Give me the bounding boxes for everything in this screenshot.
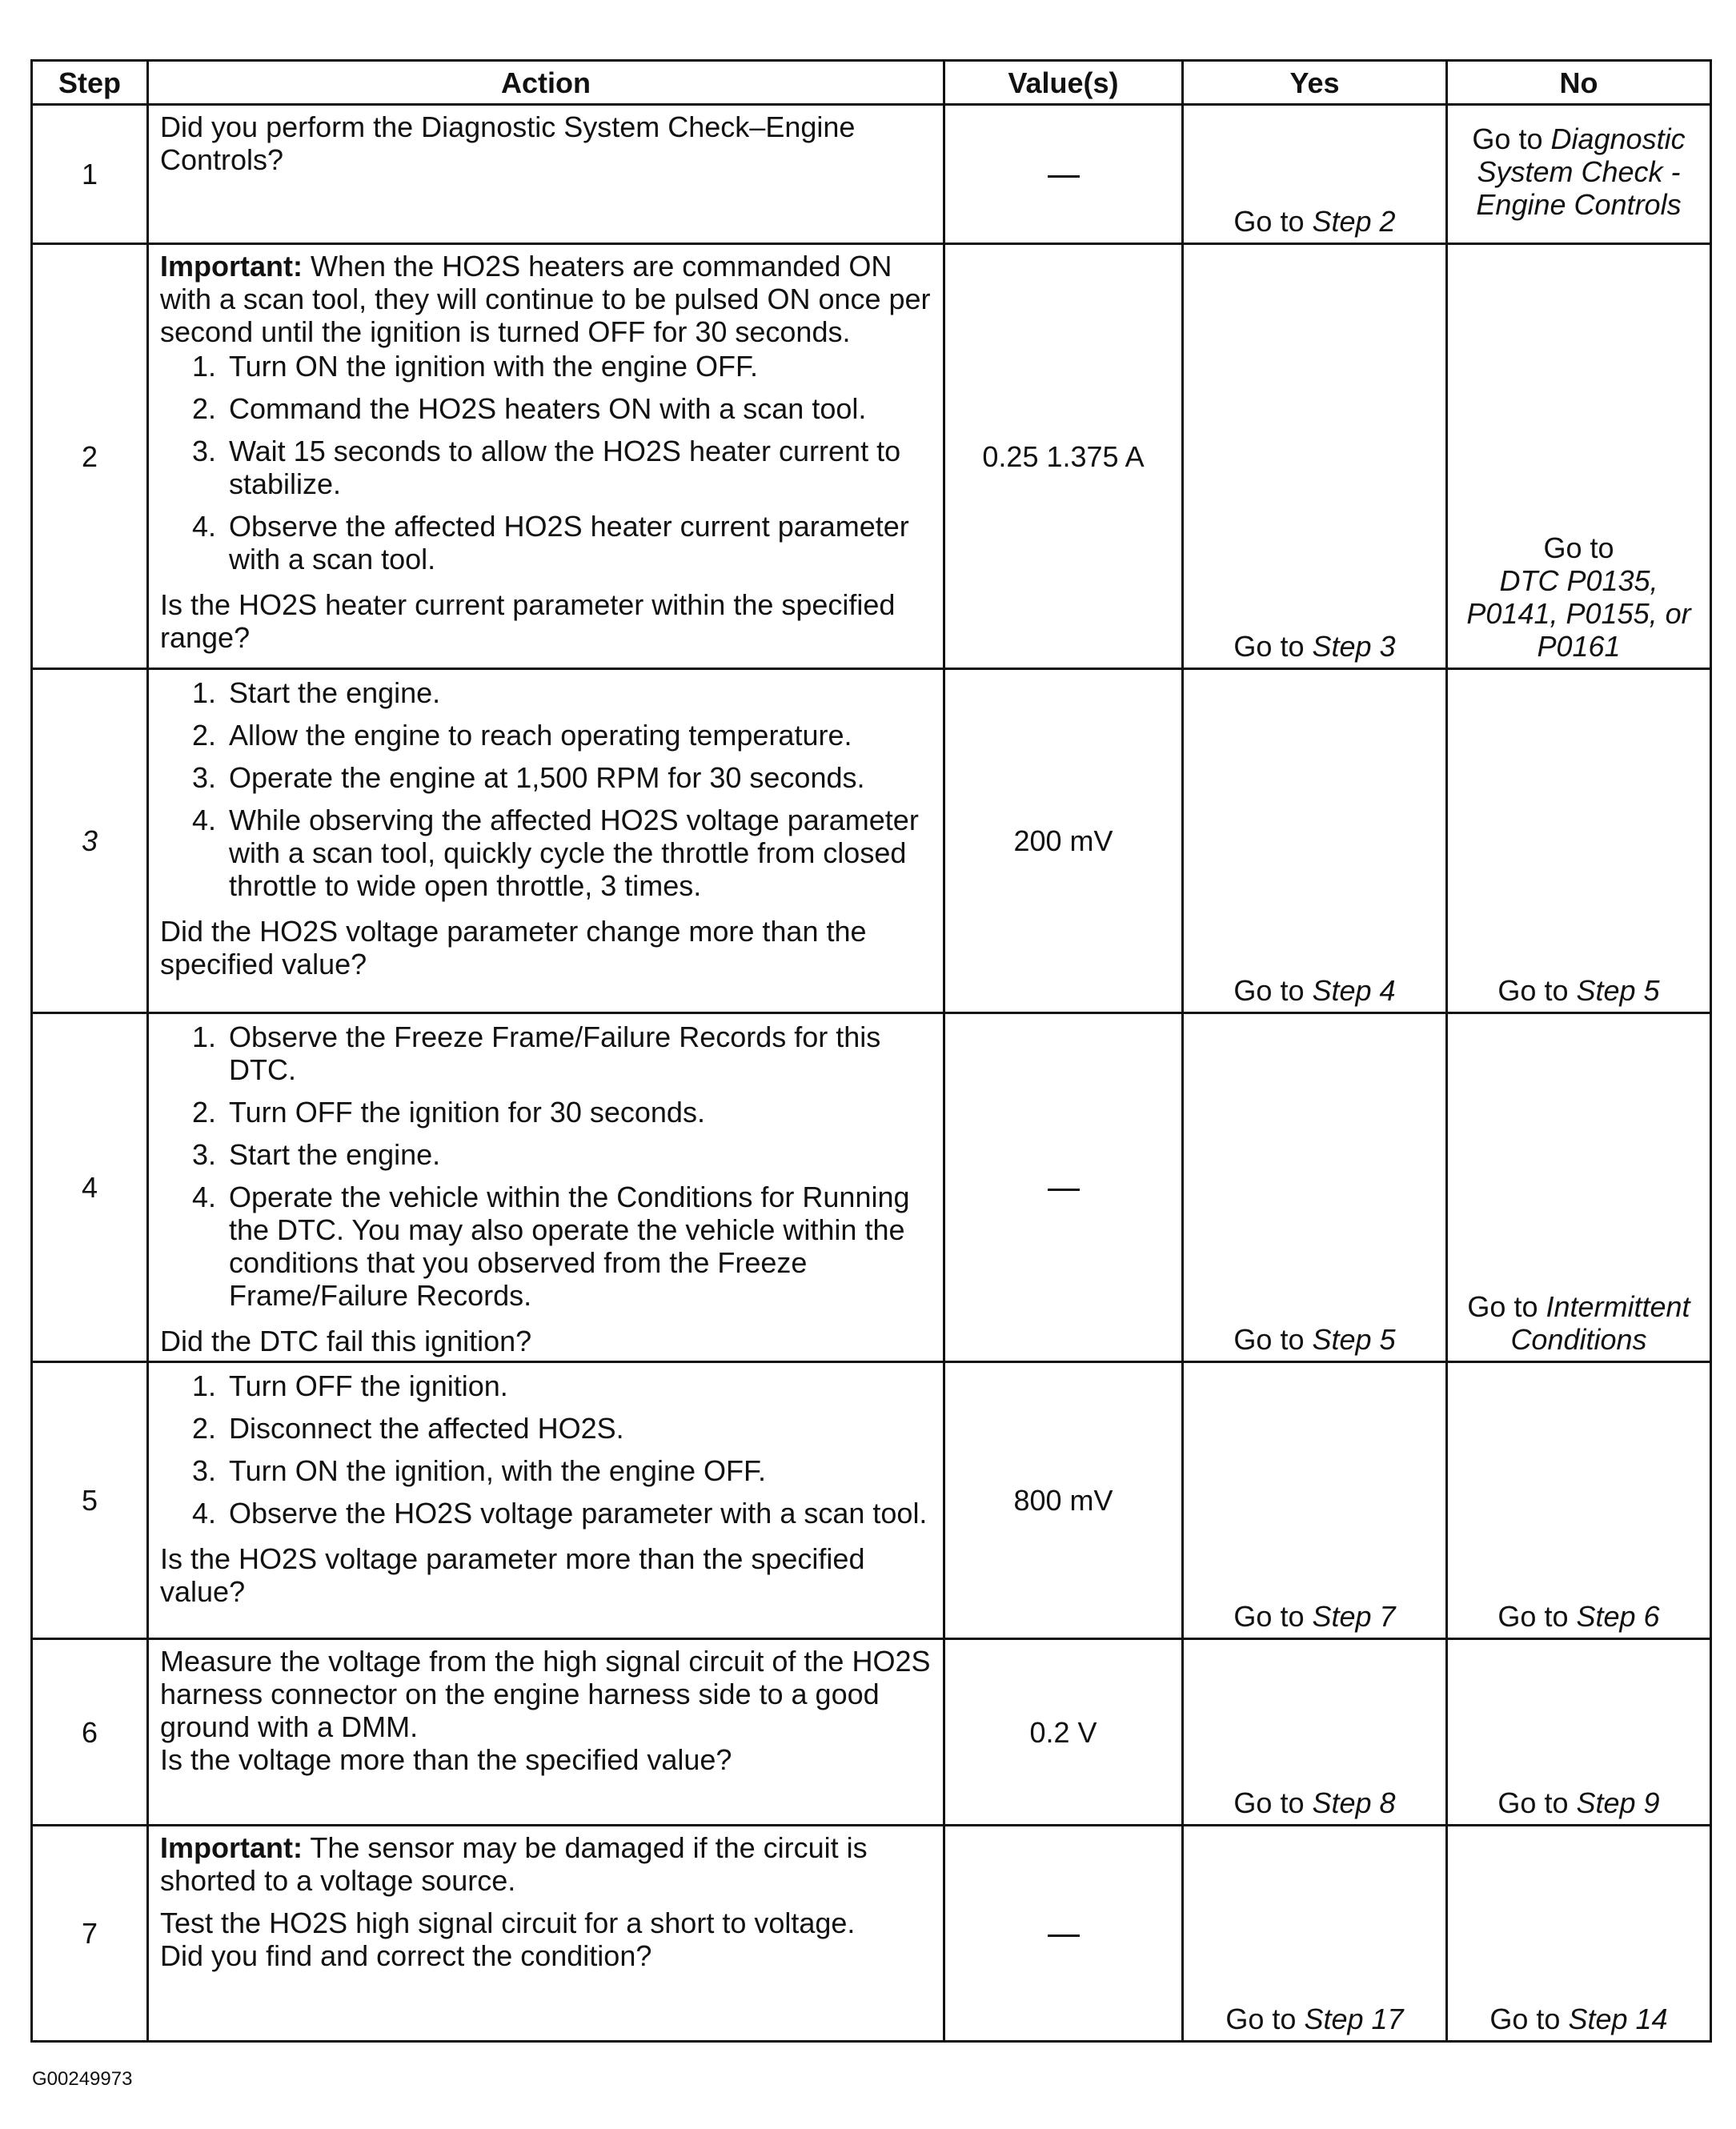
no-prefix: Go to [1489,2003,1569,2035]
list-item: 4. While observing the affected HO2S voltage parameter with a scan tool, quickly cycle the throttle from closed throttle to wide open throttle, 3 times. [224,804,932,902]
list-item: 1. Turn ON the ignition with the engine OFF. [224,350,932,383]
yes-cell [1183,1826,1447,2042]
no-cell [1447,1639,1711,1826]
header-values: Value(s) [944,61,1183,105]
yes-target: Step 5 [1312,1323,1396,1356]
action-intro: Measure the voltage from the high signal circuit of the HO2S harness connector on the engine harness side to a good ground with a DMM. [160,1645,931,1743]
header-yes: Yes [1183,61,1447,105]
yes-target: Step 4 [1312,974,1396,1007]
value-cell: 0.2 V [944,1639,1183,1826]
yes-cell [1183,1362,1447,1639]
no-cell [1447,244,1711,669]
action-cell [148,1013,944,1362]
yes-cell [1183,1639,1447,1826]
action-question: Did the DTC fail this ignition? [160,1325,532,1357]
step-number: 2 [32,244,148,669]
action-cell [148,244,944,669]
no-cell [1447,669,1711,1013]
table-row [32,105,1711,244]
no-cell [1447,1013,1711,1362]
yes-prefix: Go to [1233,974,1313,1007]
no-prefix: Go to [1472,122,1551,155]
table-row [32,1013,1711,1362]
no-cell [1447,105,1711,244]
table-row [32,244,1711,669]
value-cell [944,105,1183,244]
procedure-list [160,1369,932,1539]
table-row [32,1826,1711,2042]
dash-mark [1048,1935,1080,1937]
header-row [32,61,1711,105]
action-question: Did you find and correct the condition? [160,1939,652,1972]
procedure-list [160,1020,932,1321]
no-prefix: Go to [1543,531,1614,564]
value-cell [944,1013,1183,1362]
no-target: Step 9 [1576,1786,1660,1819]
header-step: Step [32,61,148,105]
value-cell: 0.25 1.375 A [944,244,1183,669]
procedure-list [160,676,932,912]
no-cell [1447,1362,1711,1639]
yes-prefix: Go to [1233,1323,1313,1356]
list-item: 3. Turn ON the ignition, with the engine OFF. [224,1454,932,1487]
value-cell: 200 mV [944,669,1183,1013]
procedure-list [160,350,932,585]
step-number: 6 [32,1639,148,1826]
yes-cell [1183,244,1447,669]
yes-prefix: Go to [1233,1786,1313,1819]
list-item: 4. Observe the affected HO2S heater current parameter with a scan tool. [224,510,932,575]
important-note [160,250,932,348]
no-target: Step 14 [1568,2003,1668,2035]
dash-mark [1048,1189,1080,1191]
no-target: DTC P0135, P0141, P0155, or P0161 [1466,564,1691,663]
step-number: 1 [32,105,148,244]
yes-prefix: Go to [1233,205,1313,238]
yes-target: Step 3 [1312,630,1396,663]
step-number: 5 [32,1362,148,1639]
value-cell: 800 mV [944,1362,1183,1639]
action-question: Is the HO2S voltage parameter more than the specified value? [160,1542,865,1608]
list-item: 1. Turn OFF the ignition. [224,1369,932,1402]
yes-prefix: Go to [1233,1600,1313,1633]
list-item: 4. Operate the vehicle within the Conditions for Running the DTC. You may also operate the vehicle within the conditions that you observed from the Freeze Frame/Failure Records. [224,1181,932,1312]
yes-prefix: Go to [1233,630,1313,663]
list-item: 2. Allow the engine to reach operating temperature. [224,719,932,752]
list-item: 2. Turn OFF the ignition for 30 seconds. [224,1096,932,1129]
list-item: 3. Operate the engine at 1,500 RPM for 30 seconds. [224,761,932,794]
action-question: Is the HO2S heater current parameter within the specified range? [160,588,896,654]
action-text: Test the HO2S high signal circuit for a short to voltage. [160,1906,856,1939]
yes-target: Step 2 [1312,205,1396,238]
yes-target: Step 17 [1304,2003,1404,2035]
step-number: 3 [32,669,148,1013]
yes-cell [1183,1013,1447,1362]
figure-id: G00249973 [32,2068,133,2090]
no-prefix: Go to [1497,974,1577,1007]
step-number: 4 [32,1013,148,1362]
no-cell [1447,1826,1711,2042]
dash-mark [1048,175,1080,178]
action-question: Did the HO2S voltage parameter change more than the specified value? [160,915,867,980]
list-item: 3. Wait 15 seconds to allow the HO2S heater current to stabilize. [224,435,932,500]
yes-cell [1183,669,1447,1013]
no-prefix: Go to [1467,1290,1546,1323]
header-no: No [1447,61,1711,105]
yes-prefix: Go to [1225,2003,1305,2035]
value-cell [944,1826,1183,2042]
list-item: 2. Disconnect the affected HO2S. [224,1412,932,1445]
no-prefix: Go to [1497,1600,1577,1633]
action-cell [148,105,944,244]
action-cell [148,669,944,1013]
list-item: 1. Observe the Freeze Frame/Failure Records for this DTC. [224,1020,932,1086]
list-item: 4. Observe the HO2S voltage parameter with a scan tool. [224,1497,932,1530]
diagnostic-table [30,59,1712,2043]
header-action: Action [148,61,944,105]
no-target: Step 5 [1576,974,1660,1007]
yes-target: Step 7 [1312,1600,1396,1633]
important-note [160,1831,932,1897]
action-intro: Did you perform the Diagnostic System Check–Engine Controls? [160,110,856,176]
yes-cell [1183,105,1447,244]
table-row [32,1362,1711,1639]
important-text: When the HO2S heaters are commanded ON with a scan tool, they will continue to be pulsed ON once per second until the ignition is turned OFF for 30 seconds. [160,250,931,348]
table-row [32,1639,1711,1826]
important-text: The sensor may be damaged if the circuit is shorted to a voltage source. [160,1831,868,1897]
step-number: 7 [32,1826,148,2042]
important-label: Important: [160,1831,303,1864]
no-target: Diagnostic System Check - Engine Controls [1476,122,1686,221]
no-prefix: Go to [1497,1786,1577,1819]
important-label: Important: [160,250,303,283]
action-cell [148,1362,944,1639]
list-item: 3. Start the engine. [224,1138,932,1171]
list-item: 1. Start the engine. [224,676,932,709]
table-row [32,669,1711,1013]
yes-target: Step 8 [1312,1786,1396,1819]
action-cell [148,1639,944,1826]
no-target: Step 6 [1576,1600,1660,1633]
action-cell [148,1826,944,2042]
no-target: Intermittent Conditions [1510,1290,1690,1356]
list-item: 2. Command the HO2S heaters ON with a scan tool. [224,392,932,425]
action-question: Is the voltage more than the specified value? [160,1743,732,1776]
